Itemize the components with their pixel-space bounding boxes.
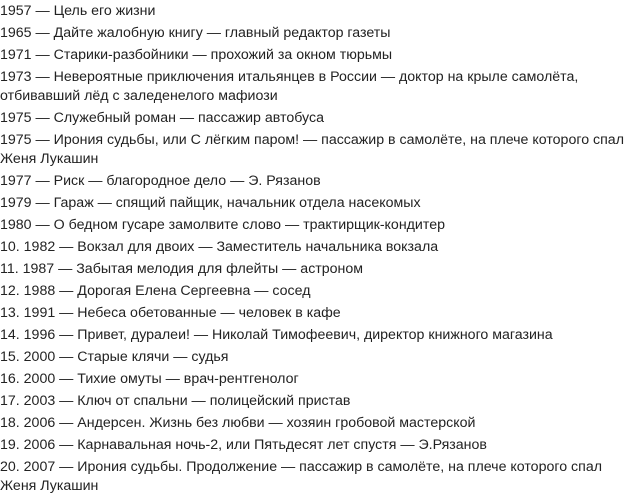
list-item: 10. 1982 — Вокзал для двоих — Заместитель начальника вокзала: [0, 239, 439, 255]
list-item: 1957 — Цель его жизни: [0, 3, 156, 19]
list-item: 11. 1987 — Забытая мелодия для флейты — астроном: [0, 261, 364, 277]
list-item: 16. 2000 — Тихие омуты — врач-рентгенолог: [0, 371, 299, 387]
list-item: 1980 — О бедном гусаре замолвите слово — трактирщик-кондитер: [0, 217, 445, 233]
list-item: 13. 1991 — Небеса обетованные — человек в кафе: [0, 305, 341, 321]
list-item: 1977 — Риск — благородное дело — Э. Рязанов: [0, 173, 321, 189]
list-item: 1965 — Дайте жалобную книгу — главный редактор газеты: [0, 25, 391, 41]
list-item: 1979 — Гараж — спящий пайщик, начальник отдела насекомых: [0, 195, 421, 211]
list-item: 1971 — Старики-разбойники — прохожий за окном тюрьмы: [0, 47, 393, 63]
list-item: 12. 1988 — Дорогая Елена Сергеевна — сосед: [0, 283, 311, 299]
list-item: 20. 2007 — Ирония судьбы. Продолжение — пассажир в самолёте, на плече которого спал Женя Лукашин: [0, 459, 602, 494]
list-item: 1975 — Ирония судьбы, или С лёгким паром! — пассажир в самолёте, на плече которого спал Женя Лукашин: [0, 132, 624, 167]
list-item: 19. 2006 — Карнавальная ночь-2, или Пятьдесят лет спустя — Э.Рязанов: [0, 437, 487, 453]
list-item: 17. 2003 — Ключ от спальни — полицейский пристав: [0, 393, 351, 409]
list-item: 15. 2000 — Старые клячи — судья: [0, 349, 229, 365]
list-item: 14. 1996 — Привет, дуралеи! — Николай Тимофеевич, директор книжного магазина: [0, 327, 553, 343]
list-item: 1973 — Невероятные приключения итальянцев в России — доктор на крыле самолёта, отбивавший лёд с заледенелого мафиози: [0, 69, 579, 104]
list-item: 1975 — Служебный роман — пассажир автобуса: [0, 110, 324, 126]
list-item: 18. 2006 — Андерсен. Жизнь без любви — хозяин гробовой мастерской: [0, 415, 476, 431]
